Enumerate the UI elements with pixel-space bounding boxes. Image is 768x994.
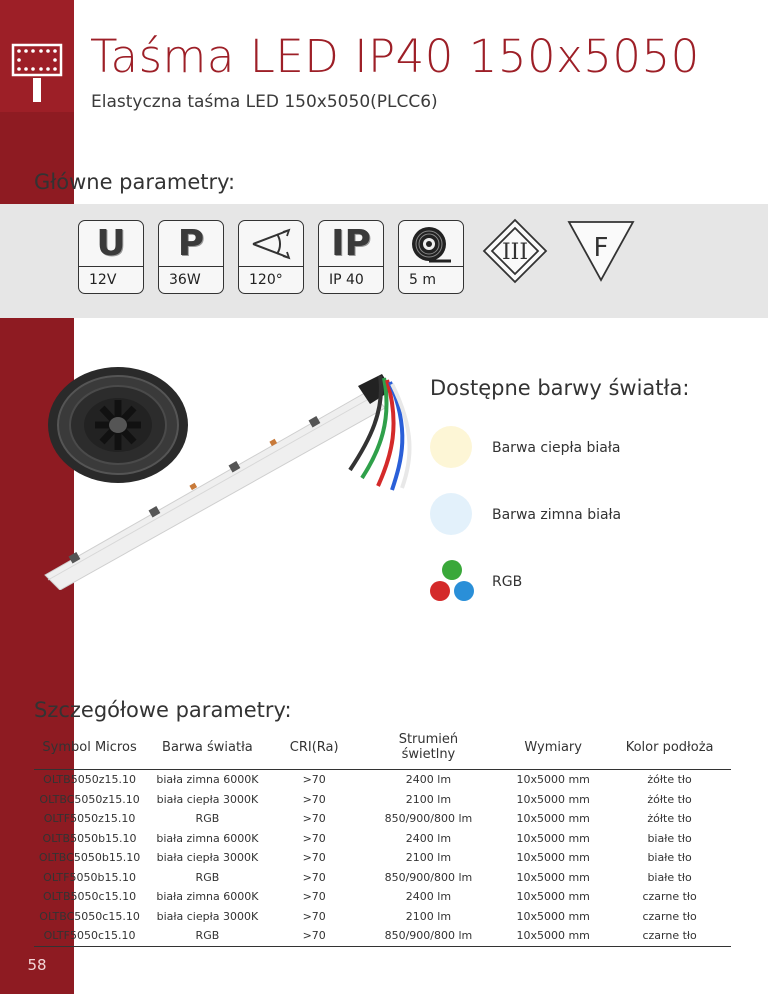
table-cell: białe tło xyxy=(647,870,692,884)
table-cell: 10x5000 mm xyxy=(516,909,590,923)
colors-heading: Dostępne barwy światła: xyxy=(430,376,690,400)
param-power xyxy=(158,220,224,294)
rgb-label: RGB xyxy=(492,574,523,590)
table-cell: 2400 lm xyxy=(405,831,452,845)
table-cell: 10x5000 mm xyxy=(516,831,590,845)
param-voltage xyxy=(78,220,144,294)
table-cell: biała ciepła 3000K xyxy=(156,851,259,865)
col-cri: CRI(Ra) xyxy=(270,725,359,770)
table-row xyxy=(34,829,731,849)
table-cell: 10x5000 mm xyxy=(516,812,590,826)
table-cell: >70 xyxy=(302,870,326,884)
table-cell: 850/900/800 lm xyxy=(384,812,473,826)
table-cell: 2100 lm xyxy=(405,792,452,806)
table-cell: 850/900/800 lm xyxy=(384,870,473,884)
main-params-band xyxy=(0,204,768,318)
table-cell: OLTBC5050c15.10 xyxy=(39,909,140,923)
table-cell: 10x5000 mm xyxy=(516,890,590,904)
reel-length-icon xyxy=(409,224,453,264)
param-power-value: 36W xyxy=(169,272,201,288)
page-number: 58 xyxy=(27,956,47,974)
table-cell: 10x5000 mm xyxy=(498,926,608,946)
table-cell: białe tło xyxy=(647,831,692,845)
table-cell: biała ciepła 3000K xyxy=(156,909,259,923)
table-cell: >70 xyxy=(302,831,326,845)
table-cell: 2100 lm xyxy=(405,909,452,923)
page-title: Taśma LED IP40 150x5050 xyxy=(90,30,700,83)
ip-rating-icon: IP xyxy=(331,222,371,264)
table-cell: 10x5000 mm xyxy=(516,870,590,884)
warm-white-swatch xyxy=(430,426,472,468)
col-symbol: Symbol Micros xyxy=(34,725,145,770)
table-cell: 850/900/800 lm xyxy=(359,926,498,946)
table-cell: >70 xyxy=(302,812,326,826)
table-cell: RGB xyxy=(145,926,270,946)
table-cell: biała ciepła 3000K xyxy=(156,792,259,806)
warm-white-label: Barwa ciepła biała xyxy=(492,440,621,456)
table-cell: biała zimna 6000K xyxy=(156,773,259,787)
table-cell: OLTBC5050b15.10 xyxy=(38,851,141,865)
param-ip-rating-value: IP 40 xyxy=(329,272,364,288)
table-cell: białe tło xyxy=(647,851,692,865)
table-cell: żółte tło xyxy=(647,792,692,806)
table-cell: 10x5000 mm xyxy=(516,851,590,865)
table-cell: żółte tło xyxy=(647,773,692,787)
table-cell: OLTB5050b15.10 xyxy=(42,831,137,845)
table-cell: >70 xyxy=(302,773,326,787)
beam-angle-icon xyxy=(247,226,295,262)
table-row xyxy=(34,809,731,829)
table-cell: RGB xyxy=(195,812,220,826)
table-cell: biała zimna 6000K xyxy=(156,890,259,904)
table-row xyxy=(34,868,731,888)
protection-class-iii-icon xyxy=(482,218,548,284)
protection-class-label: III xyxy=(501,240,529,265)
col-luminous-flux: Strumień świetlny xyxy=(359,725,498,770)
param-beam-angle xyxy=(238,220,304,294)
param-ip-rating xyxy=(318,220,384,294)
details-heading: Szczegółowe parametry: xyxy=(34,698,292,722)
table-row xyxy=(34,848,731,868)
table-row xyxy=(34,926,731,946)
param-reel-length-value: 5 m xyxy=(409,272,436,288)
table-cell: OLTB5050c15.10 xyxy=(43,890,137,904)
table-cell: >70 xyxy=(302,909,326,923)
table-row xyxy=(34,770,731,790)
table-cell: 2400 lm xyxy=(405,773,452,787)
param-reel-length xyxy=(398,220,464,294)
table-cell: czarne tło xyxy=(642,909,697,923)
table-cell: 10x5000 mm xyxy=(516,773,590,787)
param-voltage-value: 12V xyxy=(89,272,117,288)
power-icon: P xyxy=(177,222,205,264)
table-cell: czarne tło xyxy=(642,890,697,904)
table-cell: OLTF5050c15.10 xyxy=(34,926,145,946)
table-row xyxy=(34,907,731,927)
table-cell: OLTBC5050z15.10 xyxy=(39,792,140,806)
table-cell: biała zimna 6000K xyxy=(156,831,259,845)
page-subtitle: Elastyczna taśma LED 150x5050(PLCC6) xyxy=(91,92,438,112)
table-cell: żółte tło xyxy=(647,812,692,826)
table-cell: >70 xyxy=(302,792,326,806)
table-row xyxy=(34,790,731,810)
led-strip-product-image xyxy=(40,360,420,590)
table-cell: >70 xyxy=(302,890,326,904)
f-mark-icon xyxy=(566,218,636,284)
table-cell: czarne tło xyxy=(608,926,731,946)
main-params-heading: Główne parametry: xyxy=(34,170,236,194)
col-substrate-color: Kolor podłoża xyxy=(608,725,731,770)
rgb-swatch-icon xyxy=(428,558,476,604)
table-cell: OLTB5050z15.10 xyxy=(43,773,136,787)
table-header-row xyxy=(34,725,731,770)
details-table xyxy=(34,725,731,947)
led-sign-icon xyxy=(10,42,64,104)
f-mark-label: F xyxy=(593,233,609,263)
table-cell: OLTF5050b15.10 xyxy=(43,870,136,884)
cold-white-swatch xyxy=(430,493,472,535)
param-beam-angle-value: 120° xyxy=(249,272,283,288)
table-row xyxy=(34,887,731,907)
table-cell: >70 xyxy=(302,851,326,865)
table-cell: 10x5000 mm xyxy=(516,792,590,806)
col-light-color: Barwa światła xyxy=(145,725,270,770)
table-cell: >70 xyxy=(270,926,359,946)
table-cell: 2400 lm xyxy=(405,890,452,904)
cold-white-label: Barwa zimna biała xyxy=(492,507,622,523)
table-cell: OLTF5050z15.10 xyxy=(43,812,136,826)
col-dimensions: Wymiary xyxy=(498,725,608,770)
table-cell: 2100 lm xyxy=(405,851,452,865)
voltage-icon: U xyxy=(96,222,126,264)
table-cell: RGB xyxy=(195,870,220,884)
